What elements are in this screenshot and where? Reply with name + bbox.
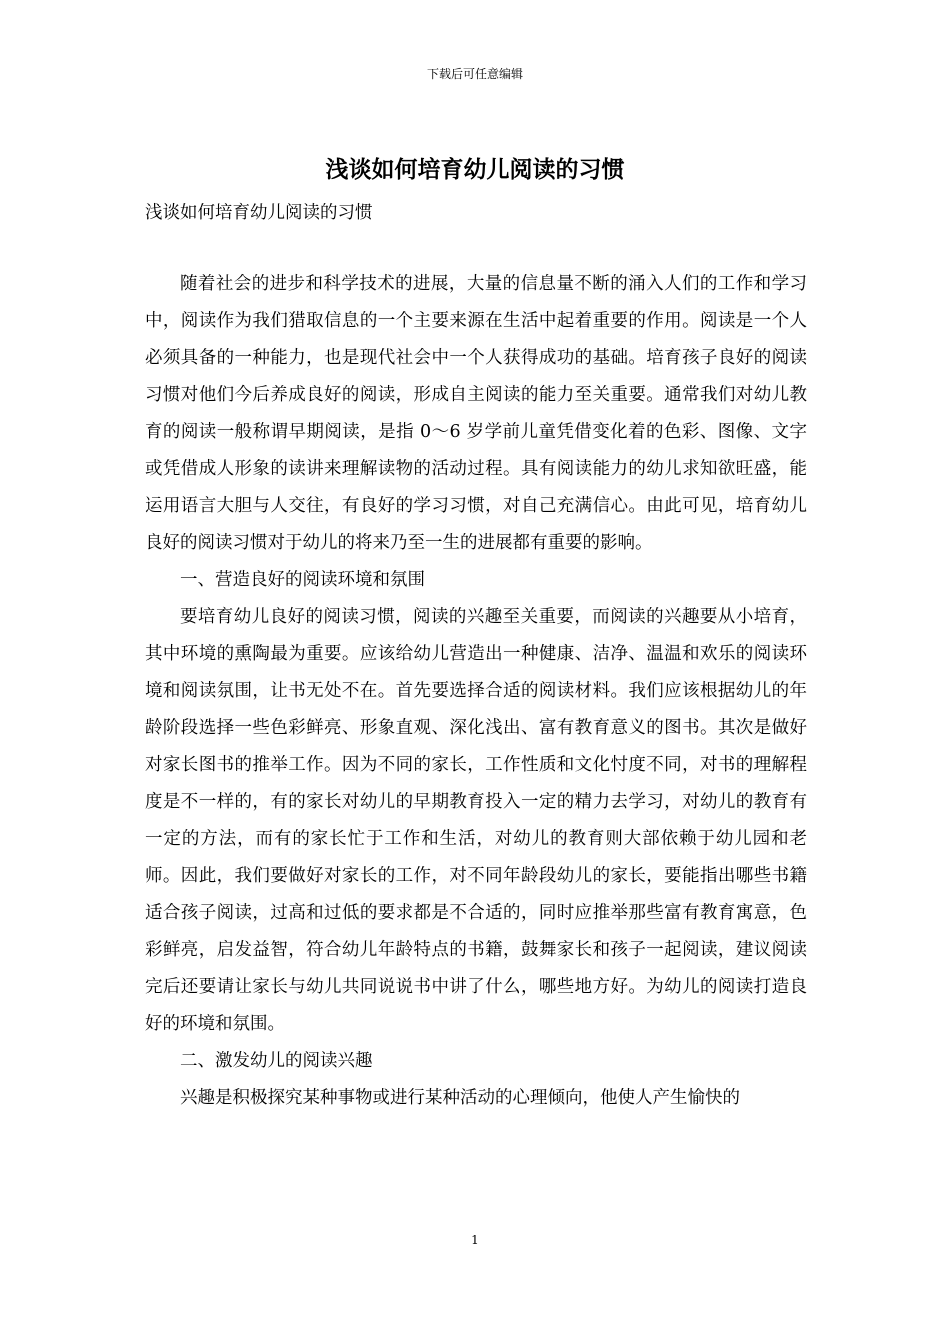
paragraph-section-1: 要培育幼儿良好的阅读习惯，阅读的兴趣至关重要，而阅读的兴趣要从小培育，其中环境的熏陶最为重要。应该给幼儿营造出一种健康、洁净、温温和欢乐的阅读环境和阅读氛围，让书无处不在。首先要选择合适的阅读材料。我们应该根据幼儿的年龄阶段选择一些色彩鲜亮、形象直观、深化浅出、富有教育意义的图书。其次是做好对家长图书的推举工作。因为不同的家长，工作性质和文化忖度不同，对书的理解程度是不一样的，有的家长对幼儿的早期教育投入一定的精力去学习，对幼儿的教育有一定的方法，而有的家长忙于工作和生活，对幼儿的教育则大部依赖于幼儿园和老师。因此，我们要做好对家长的工作，对不同年龄段幼儿的家长，要能指出哪些书籍适合孩子阅读，过高和过低的要求都是不合适的，同时应推举那些富有教育寓意，色彩鲜亮，启发益智，符合幼儿年龄特点的书籍，鼓舞家长和孩子一起阅读，建议阅读完后还要请让家长与幼儿共同说说书中讲了什么，哪些地方好。为幼儿的阅读打造良好的环境和氛围。 (145, 607, 807, 1034)
page-header-note: 下载后可任意编辑 (426, 67, 523, 81)
paragraph-section-2: 兴趣是积极探究某种事物或进行某种活动的心理倾向，他使人产生愉快的 (180, 1088, 740, 1108)
paragraph-intro: 随着社会的进步和科学技术的进展，大量的信息量不断的涌入人们的工作和学习中，阅读作为我们猎取信息的一个主要来源在生活中起着重要的作用。阅读是一个人必须具备的一种能力，也是现代社会中一个人获得成功的基础。培育孩子良好的阅读习惯对他们今后养成良好的阅读，形成自主阅读的能力至关重要。通常我们对幼儿教育的阅读一般称谓早期阅读，是指 0～6 岁学前儿童凭借变化着的色彩、图像、文字或凭借成人形象的读讲来理解读物的活动过程。具有阅读能力的幼儿求知欲旺盛，能运用语言大胆与人交往，有良好的学习习惯，对自己充满信心。由此可见，培育幼儿良好的阅读习惯对于幼儿的将来乃至一生的进展都有重要的影响。 (145, 274, 807, 553)
section-heading-2: 二、激发幼儿的阅读兴趣 (180, 1051, 373, 1071)
document-title: 浅谈如何培育幼儿阅读的习惯 (325, 156, 625, 183)
page-number: 1 (471, 1233, 479, 1247)
document-body (145, 266, 807, 1117)
section-heading-1: 一、营造良好的阅读环境和氛围 (180, 570, 425, 590)
document-subtitle: 浅谈如何培育幼儿阅读的习惯 (145, 203, 373, 223)
